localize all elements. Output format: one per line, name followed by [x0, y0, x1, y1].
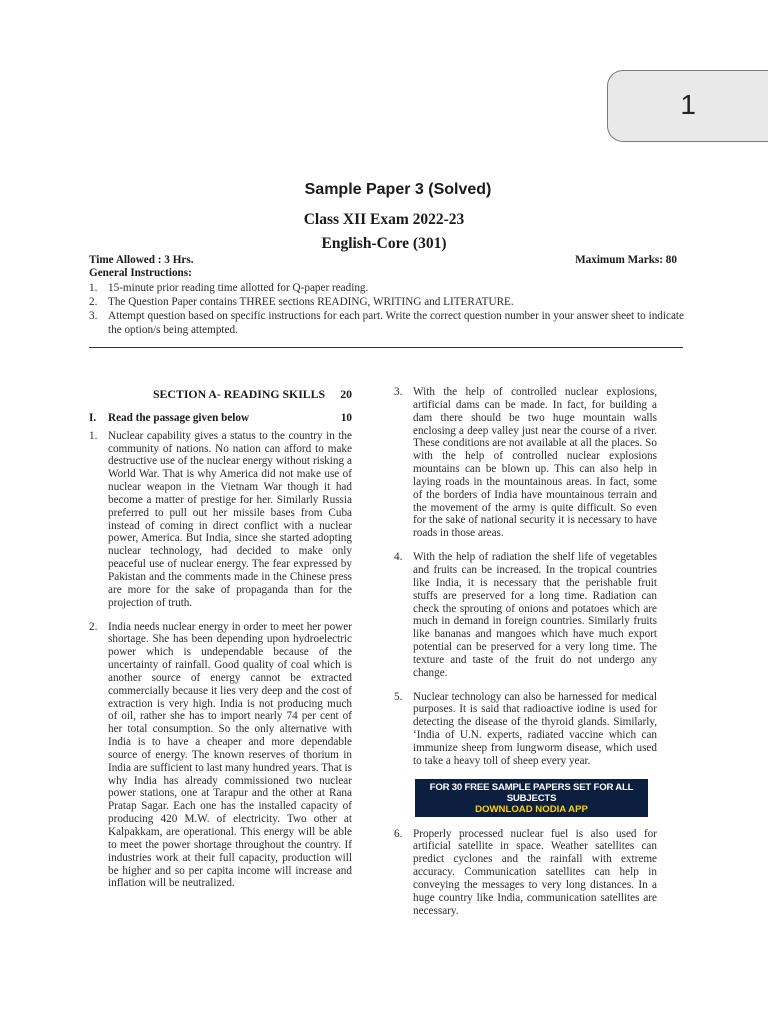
section-marks: 20 — [340, 387, 352, 401]
paper-title: Sample Paper 3 (Solved) — [304, 181, 492, 198]
time-allowed: Time Allowed : 3 Hrs. — [89, 254, 194, 266]
instruction-text: 15-minute prior reading time allotted for Q-paper reading. — [108, 282, 369, 294]
paragraph-text: India needs nuclear energy in order to meet her power shortage. She has been depending upon hydroelectric power which is undependable because of the uncertainty of rainfall. Good quality of coal which is another source of energy cannot be extracted commercially because it lies very deep and the cost of extraction is very high. India is not producing much of oil, rather she has to import nearly 74 per cent of her total consumption. So the only alternative with India is to have a cheaper and more dependable source of energy. The known reserves of thorium in India are sufficient to last many hundred years. That is why India has already commissioned two nuclear power stations, one at Tarapur and the other at Rana Pratap Sagar. Each one has the installed capacity of producing 420 M.W. of electricity. Two other at Kalpakkam, are operational. This energy will be able to meet the power shortage throughout the country. If industries work at their full capacity, production will be higher and so per capita income will increase and inflation will be neutralized. — [108, 620, 352, 890]
page-number: 1 — [680, 89, 696, 120]
instruction-number: 2. — [89, 296, 98, 308]
paragraph-text: Nuclear capability gives a status to the country in the community of nations. No nation can afford to make destructive use of the nuclear energy without risking a World War. That is why America did not make use of nuclear weapon in the Vietnam War though it had become a matter of prestige for her. Similarly Russia preferred to pull out her missile bases from Cuba instead of coming in direct conflict with a nuclear power, America. But India, since she started adopting nuclear technology, had decided to make only peaceful use of nuclear energy. The fear expressed by Pakistan and the comments made in the Chinese press are more for the sake of propaganda than for the projection of truth. — [108, 429, 352, 609]
header-divider — [89, 347, 683, 348]
download-app-banner[interactable] — [415, 779, 648, 817]
page-number-tab — [607, 70, 768, 142]
question-number: I. — [89, 411, 97, 424]
banner-line-2: DOWNLOAD NODIA APP — [475, 803, 588, 815]
instruction-text: Attempt question based on specific instructions for each part. Write the correct question number in your answer sheet to indicate the option/s being attempted. — [108, 310, 684, 336]
banner-line-1: FOR 30 FREE SAMPLE PAPERS SET FOR ALL SUBJECTS — [429, 781, 634, 804]
section-title: SECTION A- READING SKILLS — [153, 387, 326, 401]
paragraph-number: 1. — [89, 429, 98, 442]
instructions-list — [89, 281, 684, 337]
paragraph-number: 2. — [89, 620, 98, 633]
instruction-text: The Question Paper contains THREE sections READING, WRITING and LITERATURE. — [108, 296, 514, 308]
maximum-marks: Maximum Marks: 80 — [575, 254, 677, 266]
passage-paragraph — [89, 430, 352, 610]
left-column — [89, 388, 352, 901]
instruction-item — [89, 309, 684, 337]
instruction-item — [89, 281, 684, 295]
paragraph-text: With the help of radiation the shelf life of vegetables and fruits can be increased. In the tropical countries like India, it is necessary that the perishable fruit stuffs are preserved for a long time. Radiation can check the sprouting of onions and potatoes which are much in demand in foreign countries. Similarly fruits like bananas and mangoes which have much export potential can be preserved for a very long time. The texture and taste of the fruit do not undergo any change. — [413, 551, 657, 679]
instructions-heading: General Instructions: — [89, 267, 192, 279]
paragraph-number: 3. — [394, 386, 403, 398]
paragraph-text: Nuclear technology can also be harnessed for medical purposes. It is said that radioactive iodine is used for detecting the disease of the thyroid glands. Similarly, ‘India of U.N. experts, radiated vaccine which can immunize sheep from lungworm disease, which used to take a heavy toll of sheep every year. — [413, 690, 657, 767]
passage-paragraph — [394, 691, 657, 768]
section-heading — [89, 388, 352, 401]
instruction-number: 3. — [89, 310, 98, 322]
paragraph-text: Properly processed nuclear fuel is also used for artificial satellite in space. Weather satellites can predict cyclones and the rainfall with extreme accuracy. Communication satellites can help in conveying the messages to very long distances. In a huge country like India, communication satellites are necessary. — [413, 827, 657, 917]
paragraph-number: 5. — [394, 690, 403, 703]
question-marks: 10 — [340, 411, 352, 424]
passage-paragraph — [89, 621, 352, 891]
paragraph-text: With the help of controlled nuclear explosions, artificial dams can be made. In fact, for building a dam there should be two huge mountain walls enclosing a deep valley just near the course of a river. These conditions are not available at all the places. So with the help of controlled nuclear explosions mountains can be blown up. This can also help in laying roads in the mountainous areas. In fact, some of the borders of India have mountainous terrain and the movement of the army is quite difficult. So even for the sake of national security it is necessary to have roads in those areas. — [413, 386, 657, 540]
passage-paragraph — [394, 828, 657, 918]
passage-paragraph — [394, 386, 657, 540]
paragraph-number: 6. — [394, 827, 403, 840]
instruction-item — [89, 295, 684, 309]
paragraph-number: 4. — [394, 551, 403, 564]
subject-line: English-Core (301) — [321, 235, 447, 252]
question-text: Read the passage given below — [108, 411, 250, 424]
passage-paragraph — [394, 551, 657, 679]
right-column — [394, 386, 657, 929]
instruction-number: 1. — [89, 282, 98, 294]
class-line: Class XII Exam 2022-23 — [303, 211, 465, 228]
question-heading — [89, 412, 352, 425]
exam-meta — [89, 254, 677, 266]
